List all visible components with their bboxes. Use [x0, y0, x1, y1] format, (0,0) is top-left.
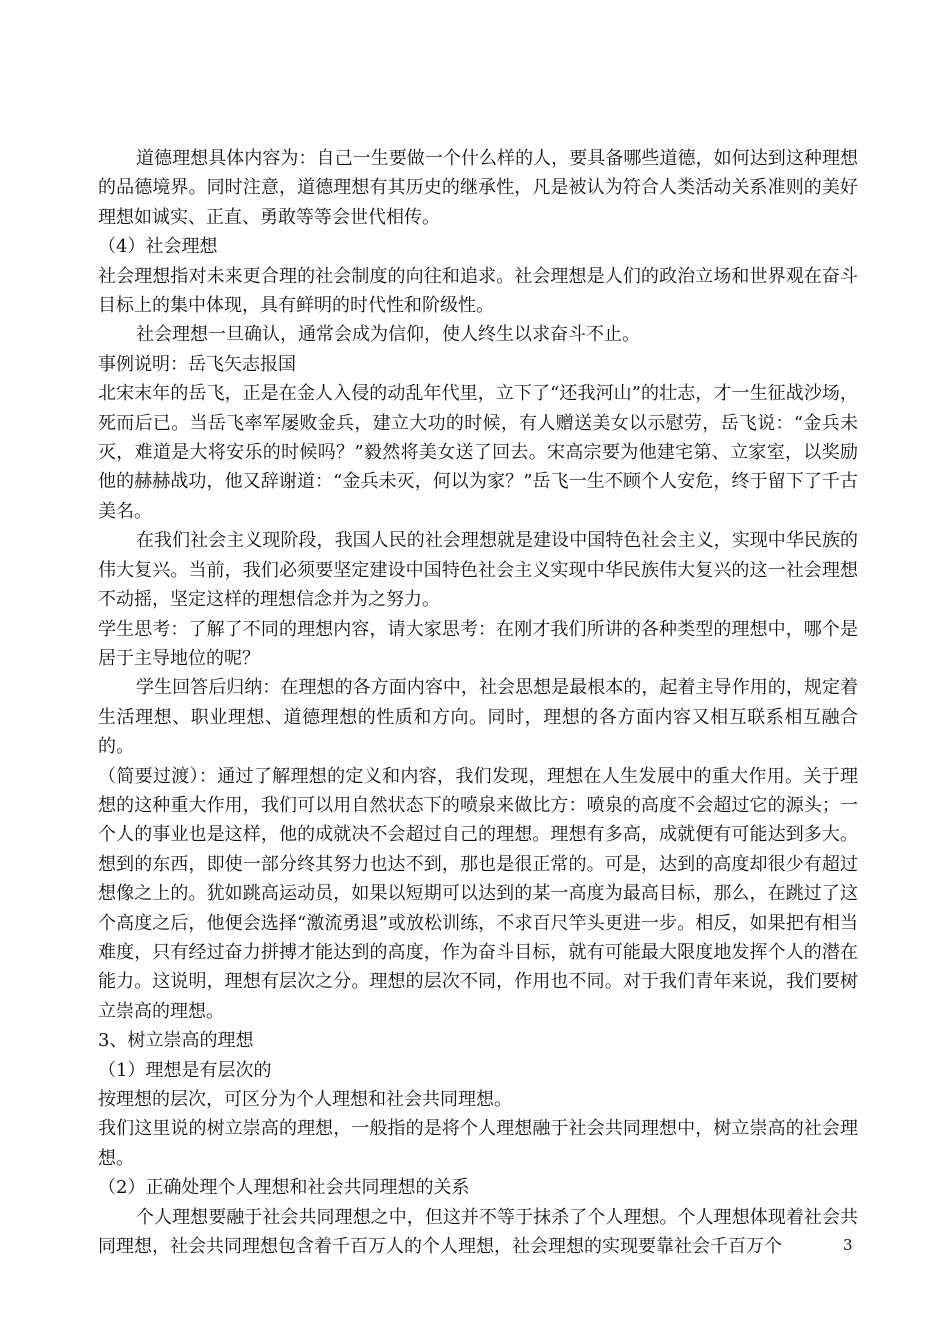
paragraph-moral-ideal: 道德理想具体内容为：自己一生要做一个什么样的人，要具备哪些道德，如何达到这种理想的品德境界。同时注意，道德理想有其历史的继承性，凡是被认为符合人类活动关系准则的美好理想如诚实、正直、勇敢等等会世代相传。 — [98, 148, 858, 228]
paragraph-ideal-relationship: 个人理想要融于社会共同理想之中，但这并不等于抹杀了个人理想。个人理想体现着社会共同理想，社会共同理想包含着千百万人的个人理想，社会理想的实现要靠社会千百万个 — [98, 1206, 858, 1258]
heading-ideal-levels: （1）理想是有层次的 — [98, 1059, 272, 1081]
paragraph-student-thinking: 学生思考：了解了不同的理想内容，请大家思考：在刚才我们所讲的各种类型的理想中，哪个是居于主导地位的呢？ — [98, 618, 858, 669]
paragraph-lofty-ideal: 我们这里说的树立崇高的理想，一般指的是将个人理想融于社会共同理想中，树立崇高的社会理想。 — [98, 1118, 858, 1169]
paragraph-student-summary: 学生回答后归纳：在理想的各方面内容中，社会思想是最根本的，起着主导作用的，规定着生活理想、职业理想、道德理想的性质和方向。同时，理想的各方面内容又相互联系相互融合的。 — [98, 677, 858, 758]
paragraph-socialist-stage: 在我们社会主义现阶段，我国人民的社会理想就是建设中国特色社会主义，实现中华民族的伟大复兴。当前，我们必须要坚定建设中国特色社会主义实现中华民族伟大复兴的这一社会理想不动摇，坚定这样的理想信念并为之努力。 — [98, 530, 858, 611]
paragraph-transition: （简要过渡）：通过了解理想的定义和内容，我们发现，理想在人生发展中的重大作用。关于理想的这种重大作用，我们可以用自然状态下的喷泉来做比方：喷泉的高度不会超过它的源头；一个人的事业也是这样，他的成就决不会超过自己的理想。理想有多高，成就便有可能达到多大。想到的东西，即使一部分终其努力也达不到，那也是很正常的。可是，达到的高度却很少有超过想像之上的。犹如跳高运动员，如果以短期可以达到的某一高度为最高目标，那么，在跳过了这个高度之后，他便会选择“激流勇退”或放松训练，不求百尺竿头更进一步。相反，如果把有相当难度，只有经过奋力拼搏才能达到的高度，作为奋斗目标，就有可能最大限度地发挥个人的潜在能力。这说明，理想有层次之分。理想的层次不同，作用也不同。对于我们青年来说，我们要树立崇高的理想。 — [98, 765, 858, 1022]
paragraph-social-ideal-definition: 社会理想指对未来更合理的社会制度的向往和追求。社会理想是人们的政治立场和世界观在奋斗目标上的集中体现，具有鲜明的时代性和阶级性。 — [98, 265, 858, 317]
paragraph-yue-fei-story: 北宋末年的岳飞，正是在金人入侵的动乱年代里，立下了“还我河山”的壮志，才一生征战沙场，死而后已。当岳飞率军屡败金兵，建立大功的时候，有人赠送美女以示慰劳，岳飞说：“金兵未灭，难道是大将安乐的时候吗？”毅然将美女送了回去。宋高宗要为他建宅第、立家室，以奖励他的赫赫战功，他又辞谢道：“金兵未灭，何以为家？”岳飞一生不顾个人安危，终于留下了千古美名。 — [98, 383, 858, 522]
heading-section-3: 3、树立崇高的理想 — [98, 1030, 254, 1052]
paragraph-ideal-levels: 按理想的层次，可区分为个人理想和社会共同理想。 — [98, 1089, 512, 1110]
heading-ideal-relationship: （2）正确处理个人理想和社会共同理想的关系 — [98, 1177, 470, 1199]
document-body — [98, 144, 858, 1261]
heading-social-ideal: （4）社会理想 — [98, 236, 218, 258]
heading-example: 事例说明：岳飞矢志报国 — [98, 353, 296, 375]
page-number: 3 — [843, 1236, 853, 1254]
paragraph-social-ideal-belief: 社会理想一旦确认，通常会成为信仰，使人终生以求奋斗不止。 — [136, 324, 640, 346]
